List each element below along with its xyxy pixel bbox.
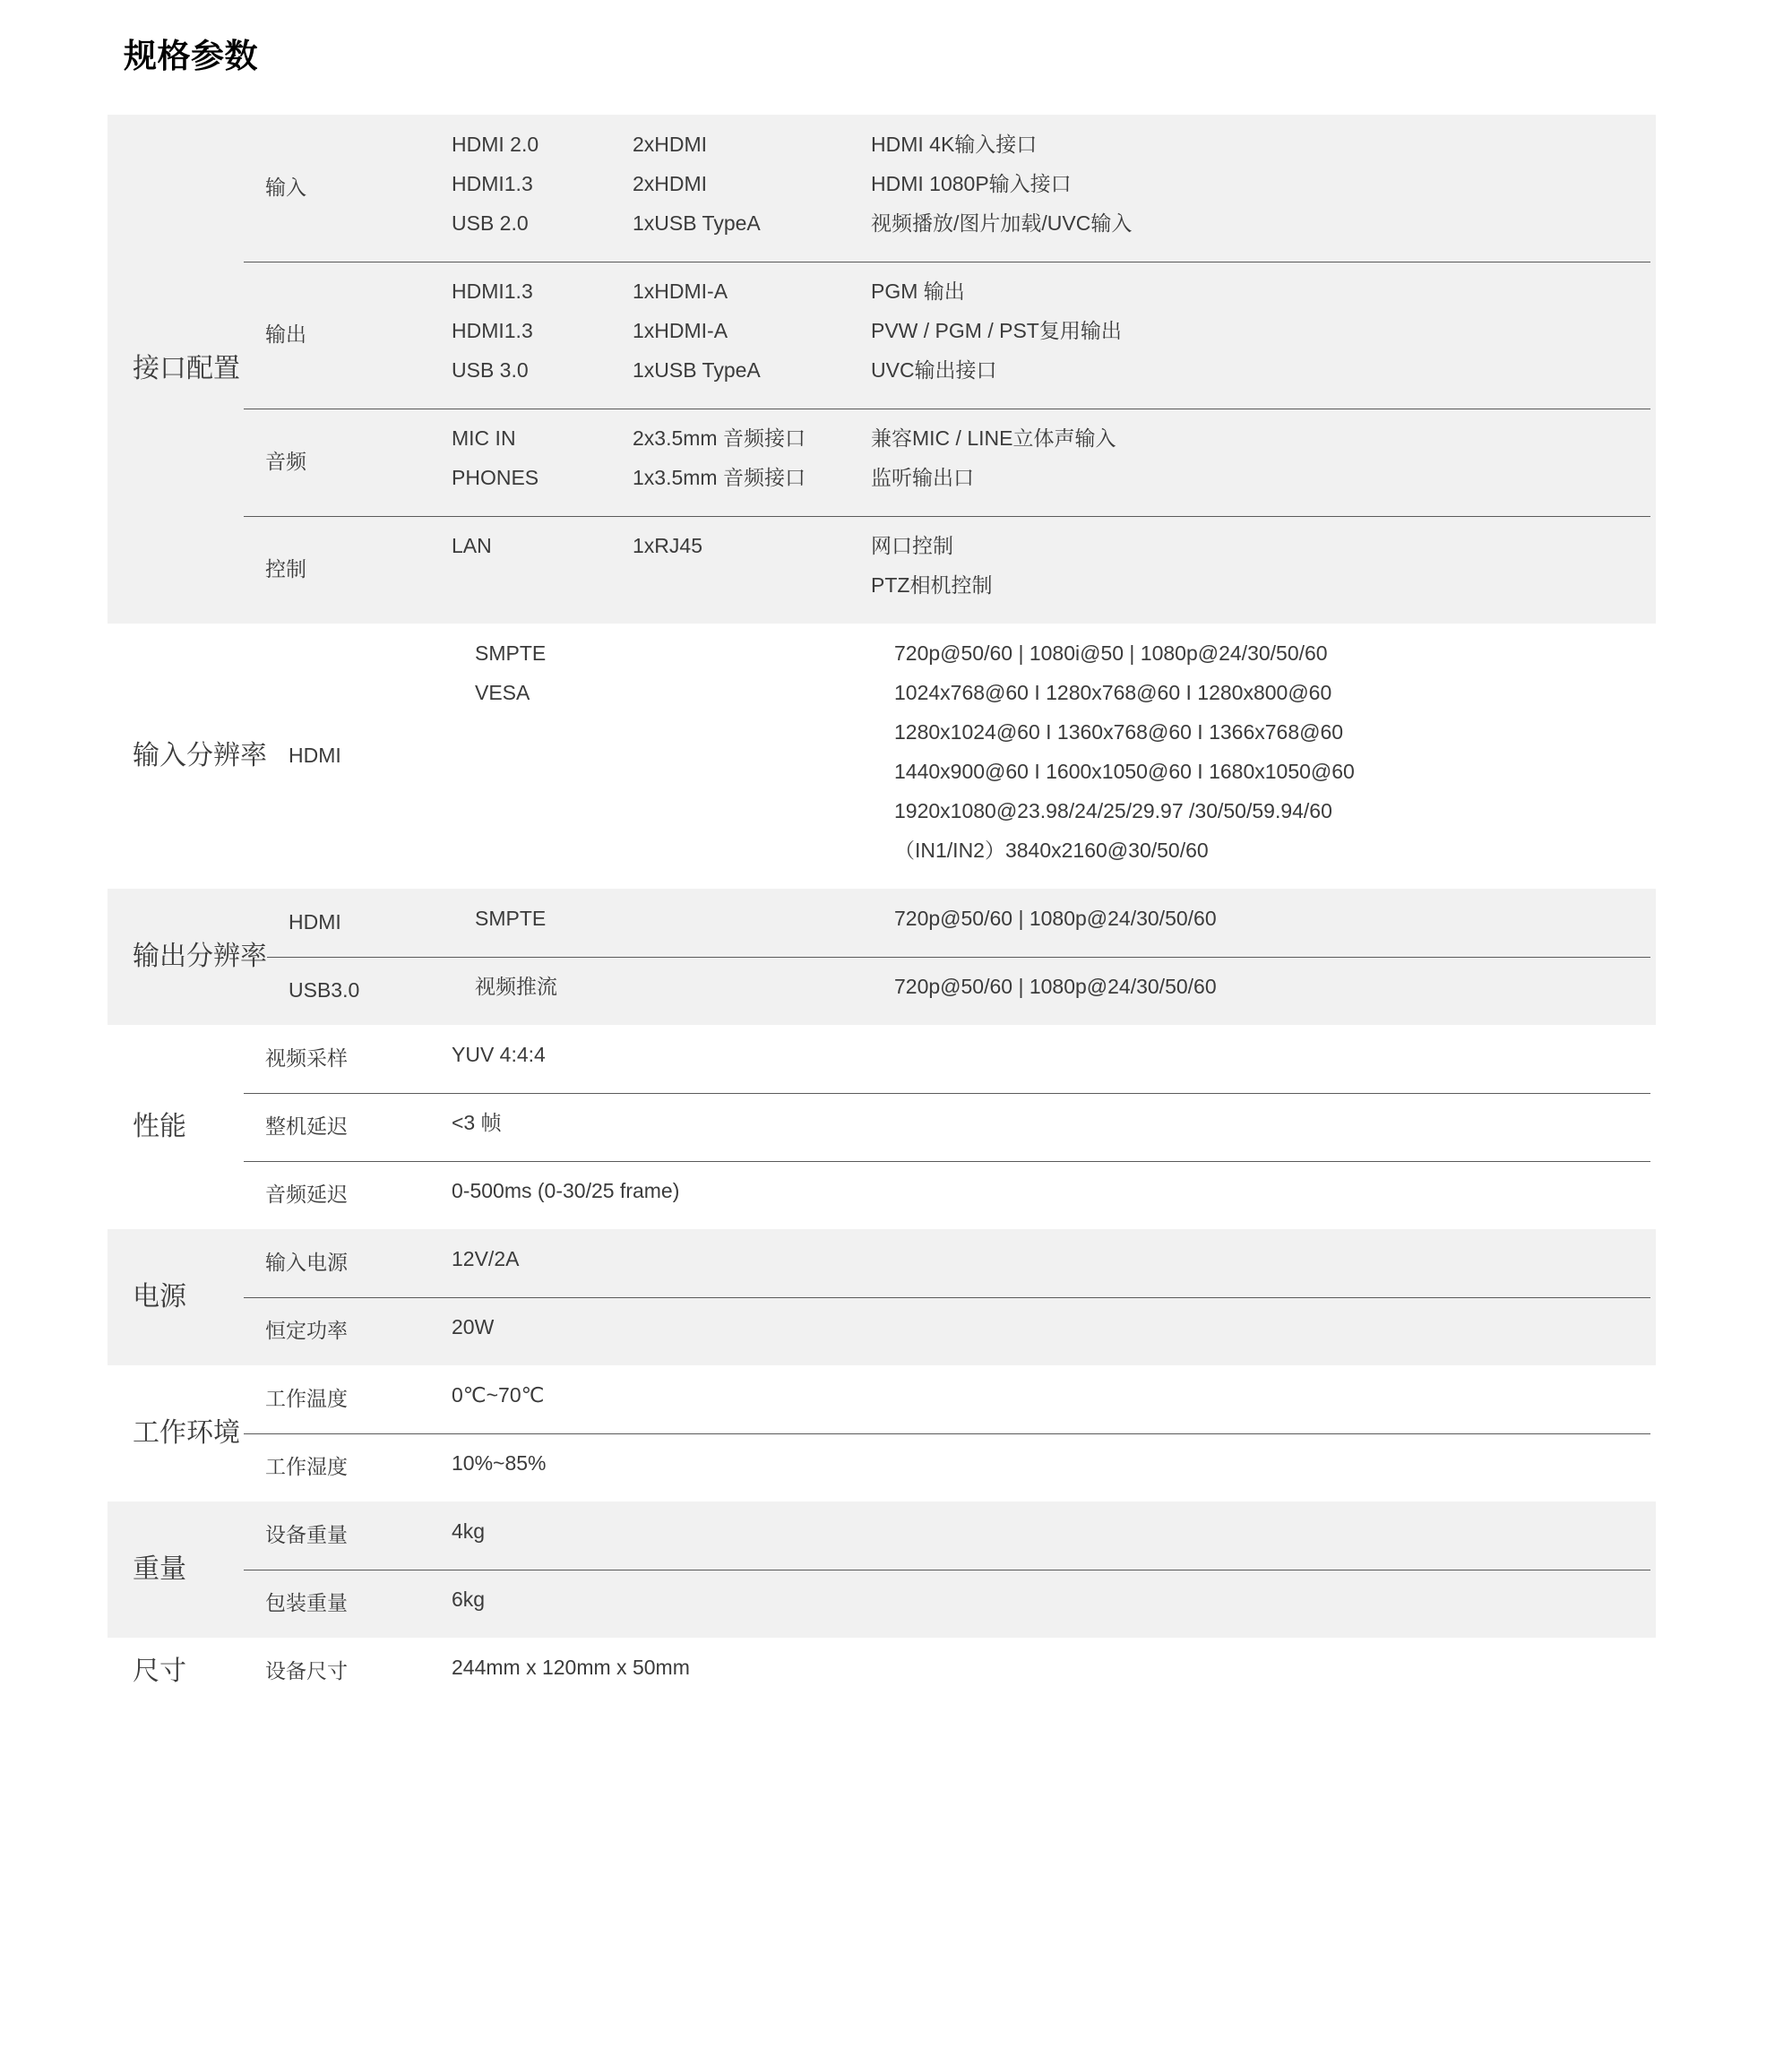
spec-category-label: 输入分辨率: [133, 741, 267, 771]
spec-row: [452, 208, 1656, 247]
spec-cell-text: 1920x1080@23.98/24/25/29.97 /30/50/59.94/60: [894, 799, 1332, 822]
page-title: 规格参数: [124, 38, 258, 74]
spec-row-list: [475, 889, 1656, 957]
spec-category-label: 工作环境: [133, 1418, 240, 1449]
spec-cell-a: [475, 903, 656, 935]
spec-cell-a: [452, 1652, 690, 1684]
spec-cell-text: 兼容MIC / LINE立体声输入: [871, 426, 1116, 450]
spec-cell-text: PGM 输出: [871, 280, 965, 303]
spec-subcategory-label: 视频采样: [265, 1046, 348, 1071]
spec-row-list: [452, 1365, 1656, 1433]
spec-row-list: [452, 262, 1656, 409]
spec-category-cell: [108, 1638, 244, 1706]
spec-cell-a: [452, 1039, 546, 1071]
spec-row: [475, 835, 1656, 874]
spec-row-list: [452, 1229, 1656, 1297]
spec-row: [452, 1107, 1656, 1147]
spec-subcategory-cell: [244, 1046, 452, 1072]
spec-cell-c: [871, 208, 1656, 240]
spec-cell-text: 20W: [452, 1315, 495, 1338]
spec-row: [452, 1652, 1656, 1691]
spec-cell-b: [633, 462, 871, 495]
spec-row: [452, 1380, 1656, 1419]
spec-category-cell: [108, 1502, 244, 1638]
spec-section: [108, 1502, 1656, 1638]
spec-subcategory-label: 音频延迟: [265, 1183, 348, 1207]
spec-section: [108, 624, 1656, 889]
spec-cell-b: [633, 423, 871, 455]
spec-subcategory-label: 输入电源: [265, 1251, 348, 1275]
spec-cell-text: 0-500ms (0-30/25 frame): [452, 1179, 680, 1202]
spec-cell-c: [894, 971, 1656, 1003]
spec-group: [267, 957, 1656, 1025]
spec-row: [452, 570, 1656, 609]
spec-category-label: 输出分辨率: [133, 942, 267, 972]
spec-cell-text: 1280x1024@60 I 1360x768@60 I 1366x768@60: [894, 720, 1344, 744]
spec-cell-b: [633, 168, 871, 201]
spec-cell-text: 1xHDMI-A: [633, 319, 728, 342]
spec-group: [267, 624, 1656, 889]
spec-row: [475, 903, 1656, 942]
spec-cell-text: 视频推流: [475, 975, 557, 998]
spec-row: [452, 355, 1656, 394]
spec-cell-text: SMPTE: [475, 641, 547, 665]
spec-subcategory-cell: [244, 1318, 452, 1345]
spec-cell-a: [452, 1516, 485, 1548]
spec-cell-text: （IN1/IN2）3840x2160@30/50/60: [894, 839, 1209, 862]
spec-subcategory-label: USB3.0: [289, 978, 360, 1002]
spec-group: [244, 1229, 1656, 1297]
spec-row: [475, 756, 1656, 796]
spec-cell-text: 720p@50/60 | 1080p@24/30/50/60: [894, 975, 1217, 998]
spec-subcategory-label: 输出: [265, 323, 306, 347]
spec-group: [244, 1297, 1656, 1365]
spec-group-list: [244, 1502, 1656, 1638]
spec-cell-text: 6kg: [452, 1588, 486, 1611]
spec-cell-text: 监听输出口: [871, 466, 974, 489]
spec-group: [244, 1502, 1656, 1570]
spec-subcategory-label: 工作湿度: [265, 1455, 348, 1479]
spec-cell-c: [871, 276, 1656, 308]
spec-cell-text: 4kg: [452, 1519, 486, 1543]
spec-section: [108, 1638, 1656, 1706]
spec-cell-text: 1x3.5mm 音频接口: [633, 466, 806, 489]
spec-row-list: [452, 1638, 1656, 1706]
spec-cell-a: [475, 638, 656, 670]
spec-cell-a: [452, 355, 633, 387]
spec-cell-text: PTZ相机控制: [871, 573, 993, 597]
spec-category-label: 接口配置: [133, 354, 240, 384]
spec-cell-c: [871, 168, 1656, 201]
spec-row: [475, 971, 1656, 1011]
spec-subcategory-cell: [244, 175, 452, 202]
spec-subcategory-cell: [244, 556, 452, 583]
spec-group-list: [244, 1638, 1656, 1706]
spec-cell-text: 720p@50/60 | 1080p@24/30/50/60: [894, 907, 1217, 930]
spec-row: [475, 677, 1656, 717]
spec-cell-a: [452, 315, 633, 348]
spec-group: [244, 1365, 1656, 1433]
spec-cell-text: 0℃~70℃: [452, 1383, 545, 1407]
spec-cell-a: [475, 971, 656, 1003]
spec-category-cell: [108, 1025, 244, 1229]
spec-group: [244, 1025, 1656, 1093]
spec-cell-text: 10%~85%: [452, 1451, 547, 1475]
spec-category-cell: [108, 1365, 244, 1502]
spec-subcategory-label: 包装重量: [265, 1591, 348, 1615]
spec-cell-a: [452, 1243, 519, 1276]
spec-row: [452, 1516, 1656, 1555]
spec-subcategory-cell: [244, 1658, 452, 1685]
spec-cell-text: 2xHDMI: [633, 172, 708, 195]
spec-cell-c: [871, 355, 1656, 387]
spec-row-list: [452, 115, 1656, 262]
specification-table: [108, 115, 1656, 1706]
spec-subcategory-label: 整机延迟: [265, 1114, 348, 1139]
spec-group: [244, 516, 1656, 624]
spec-cell-text: 1024x768@60 I 1280x768@60 I 1280x800@60: [894, 681, 1332, 704]
spec-cell-c: [871, 423, 1656, 455]
spec-cell-text: 1xUSB TypeA: [633, 358, 761, 382]
spec-cell-text: 网口控制: [871, 534, 953, 557]
spec-section: [108, 1365, 1656, 1502]
spec-row: [452, 276, 1656, 315]
spec-cell-text: HDMI 1080P输入接口: [871, 172, 1072, 195]
spec-group: [244, 409, 1656, 516]
spec-cell-text: MIC IN: [452, 426, 516, 450]
spec-group: [267, 889, 1656, 957]
spec-row: [452, 530, 1656, 570]
spec-group: [244, 115, 1656, 262]
spec-cell-b: [633, 530, 871, 563]
spec-section: [108, 1229, 1656, 1365]
spec-row-list: [452, 1297, 1656, 1365]
spec-row: [452, 129, 1656, 168]
spec-row-list: [452, 1161, 1656, 1229]
spec-subcategory-label: 设备尺寸: [265, 1659, 348, 1683]
spec-cell-a: [452, 1107, 502, 1140]
spec-cell-a: [452, 168, 633, 201]
spec-subcategory-cell: [244, 449, 452, 476]
spec-group-list: [267, 889, 1656, 1025]
spec-cell-a: [452, 129, 633, 161]
spec-subcategory-label: 输入: [265, 176, 306, 200]
spec-row: [452, 168, 1656, 208]
spec-cell-text: LAN: [452, 534, 492, 557]
spec-row: [475, 796, 1656, 835]
spec-row-list: [452, 409, 1656, 516]
spec-row-list: [452, 1025, 1656, 1093]
spec-group-list: [267, 624, 1656, 889]
spec-section: [108, 1025, 1656, 1229]
spec-subcategory-cell: [267, 977, 475, 1004]
spec-category-cell: [108, 1229, 244, 1365]
spec-cell-a: [452, 1175, 679, 1208]
spec-cell-text: UVC输出接口: [871, 358, 997, 382]
spec-row-list: [475, 624, 1656, 889]
spec-category-cell: [108, 889, 267, 1025]
spec-row: [475, 638, 1656, 677]
spec-cell-text: SMPTE: [475, 907, 547, 930]
spec-row-list: [475, 957, 1656, 1025]
spec-subcategory-label: 音频: [265, 450, 306, 474]
spec-cell-c: [894, 796, 1656, 828]
spec-cell-text: USB 2.0: [452, 211, 529, 235]
spec-row: [452, 1175, 1656, 1215]
spec-row-list: [452, 516, 1656, 624]
spec-cell-text: HDMI1.3: [452, 280, 533, 303]
spec-subcategory-label: 工作温度: [265, 1387, 348, 1411]
spec-cell-text: YUV 4:4:4: [452, 1043, 546, 1066]
spec-cell-text: HDMI 4K输入接口: [871, 133, 1038, 156]
spec-subcategory-label: HDMI: [289, 744, 341, 768]
spec-row: [452, 462, 1656, 502]
spec-cell-b: [633, 355, 871, 387]
spec-cell-c: [871, 315, 1656, 348]
spec-cell-c: [894, 677, 1656, 710]
spec-subcategory-label: 恒定功率: [265, 1319, 348, 1343]
spec-subcategory-cell: [244, 1522, 452, 1549]
spec-cell-text: 1xUSB TypeA: [633, 211, 761, 235]
spec-subcategory-cell: [244, 1182, 452, 1209]
spec-row-list: [452, 1433, 1656, 1502]
spec-cell-text: 1440x900@60 I 1600x1050@60 I 1680x1050@60: [894, 760, 1355, 783]
spec-cell-text: 2xHDMI: [633, 133, 708, 156]
spec-section: [108, 889, 1656, 1025]
spec-category-cell: [108, 624, 267, 889]
spec-group: [244, 1638, 1656, 1706]
spec-row: [452, 423, 1656, 462]
spec-row-list: [452, 1570, 1656, 1638]
spec-subcategory-cell: [244, 1590, 452, 1617]
spec-cell-text: 2x3.5mm 音频接口: [633, 426, 806, 450]
spec-cell-text: VESA: [475, 681, 530, 704]
spec-subcategory-cell: [244, 1454, 452, 1481]
spec-cell-c: [871, 462, 1656, 495]
spec-category-cell: [108, 115, 244, 624]
spec-cell-a: [452, 276, 633, 308]
spec-cell-text: PVW / PGM / PST复用输出: [871, 319, 1122, 342]
spec-category-label: 重量: [133, 1554, 186, 1585]
spec-cell-c: [871, 530, 1656, 563]
spec-group: [244, 1570, 1656, 1638]
spec-cell-c: [894, 756, 1656, 788]
spec-group-list: [244, 1025, 1656, 1229]
spec-row: [452, 315, 1656, 355]
spec-subcategory-cell: [267, 743, 475, 770]
spec-category-label: 性能: [133, 1112, 186, 1142]
spec-category-label: 电源: [133, 1282, 186, 1312]
spec-subcategory-cell: [244, 322, 452, 349]
spec-cell-c: [871, 129, 1656, 161]
spec-cell-text: HDMI1.3: [452, 319, 533, 342]
spec-subcategory-cell: [244, 1250, 452, 1277]
spec-group: [244, 1433, 1656, 1502]
spec-cell-a: [452, 530, 633, 563]
spec-cell-a: [452, 462, 633, 495]
spec-row: [452, 1312, 1656, 1351]
spec-group: [244, 1161, 1656, 1229]
spec-cell-text: 244mm x 120mm x 50mm: [452, 1656, 690, 1679]
spec-category-label: 尺寸: [133, 1656, 186, 1687]
spec-cell-c: [894, 835, 1656, 867]
spec-group-list: [244, 1229, 1656, 1365]
spec-row: [452, 1243, 1656, 1283]
spec-cell-a: [452, 1312, 494, 1344]
spec-cell-b: [633, 315, 871, 348]
spec-subcategory-label: 控制: [265, 557, 306, 581]
spec-cell-text: 1xHDMI-A: [633, 280, 728, 303]
spec-cell-a: [452, 1380, 544, 1412]
spec-subcategory-cell: [244, 1114, 452, 1140]
spec-cell-a: [475, 677, 656, 710]
spec-cell-a: [452, 1584, 485, 1616]
spec-cell-a: [452, 208, 633, 240]
spec-subcategory-cell: [244, 1386, 452, 1413]
spec-cell-a: [452, 1448, 547, 1480]
spec-cell-text: 1xRJ45: [633, 534, 702, 557]
spec-section: [108, 115, 1656, 624]
spec-row-list: [452, 1093, 1656, 1161]
spec-group-list: [244, 115, 1656, 624]
spec-group-list: [244, 1365, 1656, 1502]
spec-row: [475, 717, 1656, 756]
spec-cell-text: USB 3.0: [452, 358, 529, 382]
spec-row: [452, 1039, 1656, 1079]
spec-cell-text: HDMI1.3: [452, 172, 533, 195]
spec-group: [244, 262, 1656, 409]
spec-cell-text: HDMI 2.0: [452, 133, 539, 156]
spec-cell-b: [633, 276, 871, 308]
spec-subcategory-label: 设备重量: [265, 1523, 348, 1547]
spec-row: [452, 1584, 1656, 1623]
spec-cell-c: [871, 570, 1656, 602]
spec-cell-text: 视频播放/图片加载/UVC输入: [871, 211, 1133, 235]
spec-subcategory-cell: [267, 909, 475, 936]
spec-cell-b: [633, 129, 871, 161]
spec-row-list: [452, 1502, 1656, 1570]
spec-group: [244, 1093, 1656, 1161]
spec-subcategory-label: HDMI: [289, 910, 341, 934]
spec-cell-a: [452, 423, 633, 455]
spec-cell-text: 720p@50/60 | 1080i@50 | 1080p@24/30/50/60: [894, 641, 1328, 665]
spec-row: [452, 1448, 1656, 1487]
spec-cell-text: <3 帧: [452, 1111, 502, 1134]
spec-cell-text: PHONES: [452, 466, 539, 489]
spec-cell-c: [894, 638, 1656, 670]
spec-cell-b: [633, 208, 871, 240]
spec-cell-text: 12V/2A: [452, 1247, 520, 1270]
spec-cell-c: [894, 717, 1656, 749]
spec-cell-c: [894, 903, 1656, 935]
